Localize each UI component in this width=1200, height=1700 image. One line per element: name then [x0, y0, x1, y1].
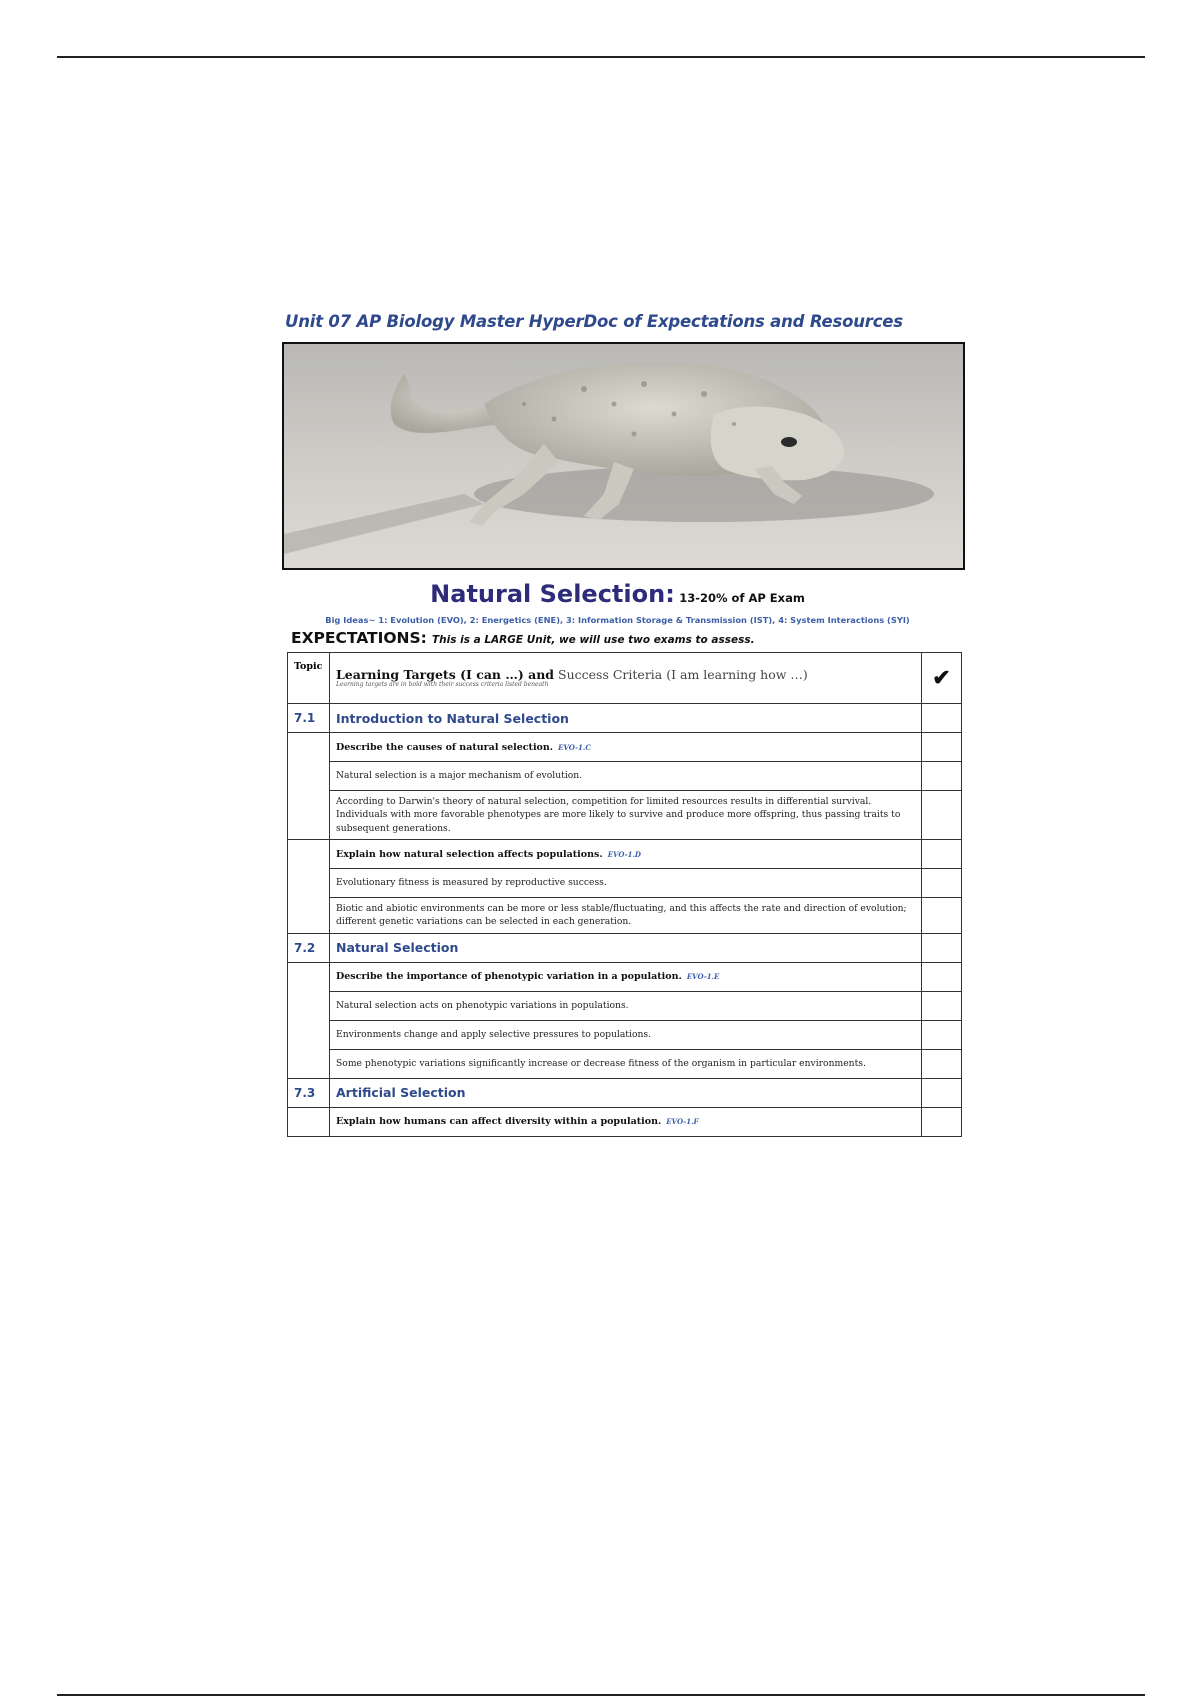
success-criteria-row	[288, 898, 962, 934]
learning-target-text: Describe the importance of phenotypic variation in a population.	[336, 971, 682, 983]
criteria-check-cell[interactable]	[922, 898, 962, 934]
criteria-check-cell[interactable]	[922, 762, 962, 791]
topic-number: 7.2	[288, 933, 330, 962]
criteria-check-cell[interactable]	[922, 1020, 962, 1049]
success-criteria: Environments change and apply selective pressures to populations.	[330, 1020, 922, 1049]
learning-target	[330, 1107, 922, 1136]
document-title: Unit 07 AP Biology Master HyperDoc of Expectations and Resources	[285, 312, 903, 331]
table-header-row	[288, 653, 962, 704]
lt-header-bold: Learning Targets (I can …) and	[336, 666, 555, 682]
topic-header: Topic	[288, 653, 330, 704]
lizard-photo	[282, 342, 965, 570]
target-check-cell[interactable]	[922, 1107, 962, 1136]
bottom-divider	[57, 1694, 1145, 1696]
learning-targets-table	[287, 652, 962, 1137]
learning-target-text: Explain how humans can affect diversity within a population.	[336, 1116, 662, 1128]
target-check-cell[interactable]	[922, 962, 962, 991]
success-criteria-row	[288, 991, 962, 1020]
expectations-line	[291, 628, 755, 647]
big-ideas: Big Ideas~ 1: Evolution (EVO), 2: Energetics (ENE), 3: Information Storage & Transmission (IST), 4: System Interactions (SYI)	[325, 615, 910, 625]
learning-target	[330, 962, 922, 991]
check-mark-icon: ✔	[922, 653, 962, 704]
criteria-check-cell[interactable]	[922, 1049, 962, 1078]
success-criteria: According to Darwin's theory of natural selection, competition for limited resources results in differential survival. Individuals with more favorable phenotypes are more likely to survive and produce more offspring, thus passing traits to subsequent generations.	[330, 791, 922, 840]
headline-note: 13-20% of AP Exam	[679, 591, 805, 605]
criteria-check-cell[interactable]	[922, 991, 962, 1020]
standard-code: EVO-1.D	[607, 849, 641, 859]
topic-row	[288, 704, 962, 733]
standard-code: EVO-1.E	[686, 972, 720, 982]
topic-name: Natural Selection	[330, 933, 922, 962]
success-criteria: Natural selection is a major mechanism of evolution.	[330, 762, 922, 791]
criteria-check-cell[interactable]	[922, 791, 962, 840]
headline	[255, 580, 980, 608]
headline-title: Natural Selection:	[430, 580, 675, 608]
topic-number: 7.1	[288, 704, 330, 733]
standard-code: EVO-1.F	[666, 1117, 699, 1127]
topic-check-cell[interactable]	[922, 704, 962, 733]
success-criteria-row	[288, 869, 962, 898]
expectations-note: This is a LARGE Unit, we will use two exams to assess.	[431, 634, 755, 646]
learning-target-text: Explain how natural selection affects populations.	[336, 848, 603, 860]
criteria-check-cell[interactable]	[922, 869, 962, 898]
topic-row	[288, 933, 962, 962]
success-criteria: Some phenotypic variations significantly increase or decrease fitness of the organism in particular environments.	[330, 1049, 922, 1078]
success-criteria-row	[288, 762, 962, 791]
topic-row	[288, 1078, 962, 1107]
learning-target-text: Describe the causes of natural selection.	[336, 741, 554, 753]
learning-target-row	[288, 962, 962, 991]
target-check-cell[interactable]	[922, 733, 962, 762]
standard-code: EVO-1.C	[558, 742, 591, 752]
success-criteria: Natural selection acts on phenotypic variations in populations.	[330, 991, 922, 1020]
target-check-cell[interactable]	[922, 840, 962, 869]
topic-spacer-cell	[288, 962, 330, 1078]
top-divider	[57, 56, 1145, 58]
learning-target	[330, 840, 922, 869]
topic-check-cell[interactable]	[922, 933, 962, 962]
learning-targets-header	[330, 653, 922, 704]
success-criteria-row	[288, 1020, 962, 1049]
expectations-label: EXPECTATIONS:	[291, 629, 427, 647]
lt-header-subtitle: Learning targets are in bold with their success criteria listed beneath	[336, 681, 549, 689]
success-criteria-row	[288, 791, 962, 840]
topic-spacer-cell	[288, 840, 330, 934]
topic-number: 7.3	[288, 1078, 330, 1107]
topic-name: Artificial Selection	[330, 1078, 922, 1107]
learning-target-row	[288, 733, 962, 762]
topic-name: Introduction to Natural Selection	[330, 704, 922, 733]
topic-check-cell[interactable]	[922, 1078, 962, 1107]
document-page	[255, 258, 980, 1203]
success-criteria: Evolutionary fitness is measured by reproductive success.	[330, 869, 922, 898]
lt-header-criteria: Success Criteria (I am learning how …)	[558, 666, 808, 682]
success-criteria-row	[288, 1049, 962, 1078]
topic-spacer-cell	[288, 733, 330, 840]
success-criteria: Biotic and abiotic environments can be more or less stable/fluctuating, and this affects the rate and direction of evolution; different genetic variations can be selected in each generation.	[330, 898, 922, 934]
learning-target-row	[288, 1107, 962, 1136]
topic-spacer-cell	[288, 1107, 330, 1136]
learning-target-row	[288, 840, 962, 869]
learning-target	[330, 733, 922, 762]
